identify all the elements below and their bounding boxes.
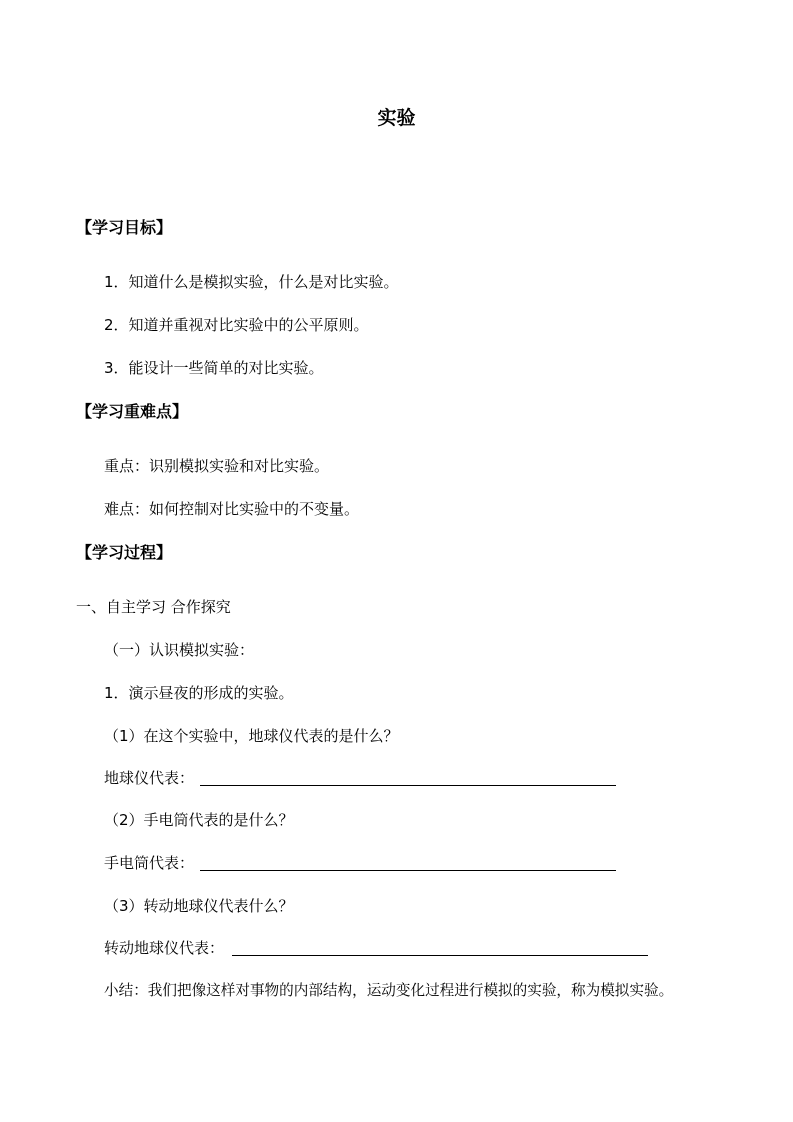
key-point-text: 重点：识别模拟实验和对比实验。 [104, 457, 330, 475]
question-2: （2）手电筒代表的是什么？ [104, 811, 294, 829]
answer-label-flashlight: 手电筒代表： [104, 854, 195, 872]
section-heading-key-points: 【学习重难点】 [76, 402, 189, 421]
answer-label-rotating-globe: 转动地球仪代表： [104, 939, 225, 957]
page-title: 实验 [377, 107, 416, 129]
goal-item-1: 1．知道什么是模拟实验，什么是对比实验。 [104, 273, 399, 291]
answer-label-globe: 地球仪代表： [104, 769, 195, 787]
part-heading-self-study: 一、自主学习 合作探究 [76, 598, 231, 616]
answer-blank-globe[interactable] [200, 785, 616, 786]
goal-item-3: 3．能设计一些简单的对比实验。 [104, 359, 324, 377]
question-3: （3）转动地球仪代表什么？ [104, 897, 294, 915]
difficulty-text: 难点：如何控制对比实验中的不变量。 [104, 500, 360, 518]
experiment-item-1: 1．演示昼夜的形成的实验。 [104, 684, 294, 702]
summary-text: 小结：我们把像这样对事物的内部结构，运动变化过程进行模拟的实验，称为模拟实验。 [104, 982, 674, 999]
section-heading-learning-process: 【学习过程】 [76, 543, 173, 562]
subsection-heading-simulation: （一）认识模拟实验： [104, 641, 255, 659]
goal-item-2: 2．知道并重视对比实验中的公平原则。 [104, 316, 369, 334]
answer-blank-flashlight[interactable] [200, 870, 616, 871]
question-1: （1）在这个实验中，地球仪代表的是什么？ [104, 727, 399, 745]
answer-blank-rotating-globe[interactable] [232, 955, 648, 956]
section-heading-learning-goals: 【学习目标】 [76, 218, 173, 237]
